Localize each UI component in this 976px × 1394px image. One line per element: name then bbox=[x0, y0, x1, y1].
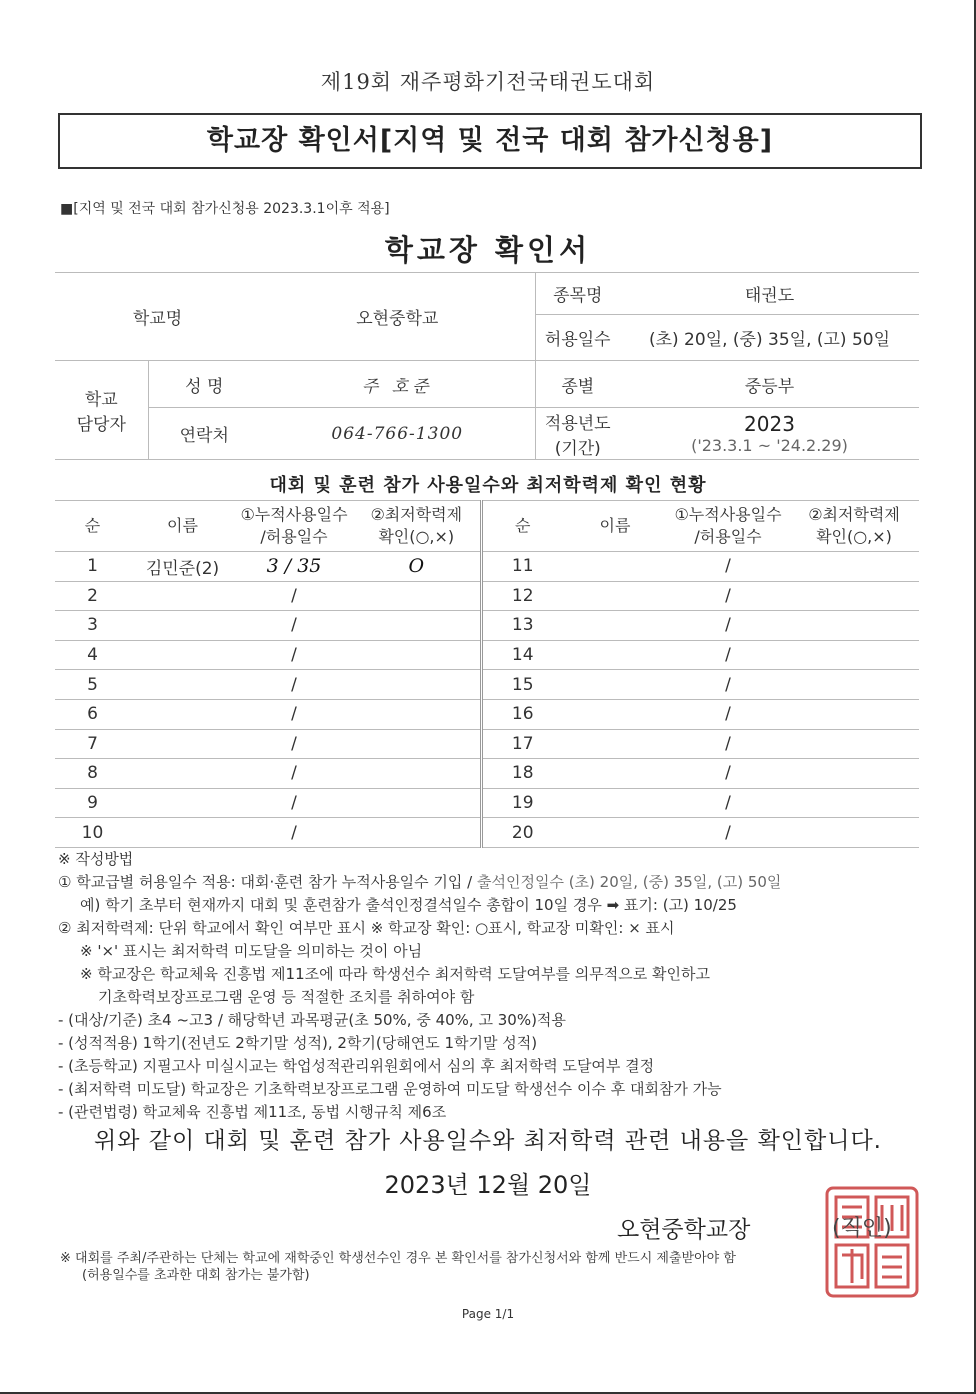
event-title: 제19회 재주평화기전국태권도대회 bbox=[320, 70, 656, 94]
col-academic-left-line-2: 확인(○,×) bbox=[378, 527, 455, 546]
name-label: 성 명 bbox=[148, 361, 260, 408]
days-used-cell bbox=[235, 729, 353, 759]
academic-confirm bbox=[789, 581, 919, 611]
col-days-right-line-1: ①누적사용일수 bbox=[674, 505, 782, 524]
period-value: ('23.3.1 ~ '24.2.29) bbox=[691, 436, 848, 455]
note-2: ② 최저학력제: 단위 학교에서 확인 여부만 표시 ※ 학교장 확인: ○표시, 학교장 미확인: × 표시 bbox=[58, 919, 675, 937]
student-name bbox=[130, 670, 235, 700]
slash: / bbox=[725, 585, 731, 606]
academic-confirm bbox=[789, 759, 919, 789]
info-table bbox=[55, 272, 919, 460]
row-number: 13 bbox=[481, 611, 563, 641]
col-no-left: 순 bbox=[55, 501, 130, 552]
row-number: 2 bbox=[55, 581, 130, 611]
days-allowed: 35 bbox=[297, 555, 322, 578]
applied-note: ■[지역 및 전국 대회 참가신청용 2023.3.1이후 적용] bbox=[60, 201, 390, 217]
division-label: 종별 bbox=[535, 361, 620, 408]
row-number: 19 bbox=[481, 788, 563, 818]
student-name bbox=[130, 699, 235, 729]
division-value: 중등부 bbox=[620, 361, 919, 408]
contact-label bbox=[55, 361, 148, 460]
days-used-cell bbox=[235, 818, 353, 848]
name-value: 주 호준 bbox=[260, 361, 535, 408]
col-days-left bbox=[235, 501, 353, 552]
academic-confirm: O bbox=[353, 552, 481, 582]
footer-note bbox=[60, 1250, 920, 1284]
writing-instructions bbox=[58, 848, 938, 1124]
table-row bbox=[55, 670, 919, 700]
slash: / bbox=[725, 615, 731, 636]
note-2-sub-2: ※ 학교장은 학교체육 진흥법 제11조에 따라 학생선수 최저학력 도달여부를 의무적으로 확인하고 bbox=[80, 965, 710, 983]
row-number: 7 bbox=[55, 729, 130, 759]
days-used-cell bbox=[235, 788, 353, 818]
confirmation-statement: 위와 같이 대회 및 훈련 참가 사용일수와 최저학력 관련 내용을 확인합니다. bbox=[94, 1128, 882, 1154]
days-used-cell bbox=[667, 818, 789, 848]
row-number: 5 bbox=[55, 670, 130, 700]
row-number: 8 bbox=[55, 759, 130, 789]
note-1-text: ① 학교급별 허용일수 적용: 대회·훈련 참가 누적사용일수 기입 / bbox=[58, 873, 477, 891]
year-label bbox=[535, 408, 620, 460]
days-used-cell bbox=[667, 611, 789, 641]
days-used-cell bbox=[667, 640, 789, 670]
year-value: 2023 bbox=[744, 412, 795, 436]
row-number: 16 bbox=[481, 699, 563, 729]
academic-confirm bbox=[353, 699, 481, 729]
col-days-right bbox=[667, 501, 789, 552]
col-academic-right-line-1: ②최저학력제 bbox=[808, 505, 900, 524]
row-number: 18 bbox=[481, 759, 563, 789]
days-used-cell bbox=[667, 581, 789, 611]
col-academic-right-line-2: 확인(○,×) bbox=[816, 527, 892, 546]
days-used-cell bbox=[235, 699, 353, 729]
row-number: 20 bbox=[481, 818, 563, 848]
year-label-line-2: (기간) bbox=[554, 438, 601, 459]
days-used-cell bbox=[235, 640, 353, 670]
academic-confirm bbox=[789, 640, 919, 670]
year-cell bbox=[620, 408, 919, 460]
banner-title: 학교장 확인서[지역 및 전국 대회 참가신청용] bbox=[58, 113, 922, 169]
student-name bbox=[563, 788, 667, 818]
row-number: 3 bbox=[55, 611, 130, 641]
days-used-cell bbox=[667, 699, 789, 729]
phone-label: 연락처 bbox=[148, 408, 260, 460]
days-used-cell bbox=[235, 581, 353, 611]
note-detail-5: - (관련법령) 학교체육 진흥법 제11조, 동법 시행규칙 제6조 bbox=[58, 1103, 447, 1121]
academic-confirm bbox=[353, 640, 481, 670]
student-name bbox=[130, 759, 235, 789]
footer-note-line-1: ※ 대회를 주최/주관하는 단체는 학교에 재학중인 학생선수인 경우 본 확인서를 참가신청서와 함께 반드시 제출받아야 함 bbox=[60, 1251, 736, 1266]
table-row bbox=[55, 640, 919, 670]
slash: / bbox=[725, 674, 731, 695]
col-no-right: 순 bbox=[481, 501, 563, 552]
academic-confirm bbox=[353, 818, 481, 848]
issue-date: 2023년 12월 20일 bbox=[384, 1171, 592, 1199]
slash: / bbox=[725, 733, 731, 754]
academic-confirm bbox=[353, 729, 481, 759]
student-name bbox=[130, 581, 235, 611]
col-days-right-line-2: /허용일수 bbox=[694, 527, 762, 546]
col-academic-right bbox=[789, 501, 919, 552]
col-name-right: 이름 bbox=[563, 501, 667, 552]
sport-value: 태권도 bbox=[620, 273, 919, 315]
row-number: 14 bbox=[481, 640, 563, 670]
row-number: 1 bbox=[55, 552, 130, 582]
col-name-left: 이름 bbox=[130, 501, 235, 552]
days-used-cell bbox=[235, 552, 353, 582]
seal-label: (직인) bbox=[832, 1216, 892, 1241]
days-used-cell bbox=[235, 759, 353, 789]
academic-confirm bbox=[789, 670, 919, 700]
days-used-cell bbox=[235, 670, 353, 700]
table-row bbox=[55, 552, 919, 582]
allowed-days-value: (초) 20일, (중) 35일, (고) 50일 bbox=[620, 315, 919, 361]
slash: / bbox=[284, 555, 292, 578]
days-used-cell bbox=[667, 759, 789, 789]
note-detail-4: - (최저학력 미도달) 학교장은 기초학력보장프로그램 운영하여 미도달 학생선수 이수 후 대회참가 가능 bbox=[58, 1080, 722, 1098]
table-row bbox=[55, 699, 919, 729]
col-academic-left-line-1: ②최저학력제 bbox=[370, 505, 463, 524]
row-number: 15 bbox=[481, 670, 563, 700]
student-name bbox=[130, 729, 235, 759]
col-days-left-line-2: /허용일수 bbox=[260, 527, 328, 546]
student-name bbox=[563, 699, 667, 729]
days-used-cell bbox=[667, 729, 789, 759]
table-row bbox=[55, 818, 919, 848]
student-name bbox=[130, 640, 235, 670]
student-name bbox=[563, 759, 667, 789]
student-name bbox=[563, 640, 667, 670]
contact-label-line-2: 담당자 bbox=[76, 415, 126, 435]
academic-confirm bbox=[789, 699, 919, 729]
row-number: 9 bbox=[55, 788, 130, 818]
school-label: 학교명 bbox=[55, 273, 260, 361]
student-name bbox=[563, 611, 667, 641]
note-2-sub-1: ※ '×' 표시는 최저학력 미도달을 의미하는 것이 아님 bbox=[80, 942, 423, 960]
slash: / bbox=[291, 585, 297, 606]
page-number: Page 1/1 bbox=[461, 1307, 515, 1321]
student-name bbox=[563, 729, 667, 759]
note-1 bbox=[58, 871, 938, 894]
table-row bbox=[55, 611, 919, 641]
slash: / bbox=[291, 645, 297, 666]
academic-confirm bbox=[789, 788, 919, 818]
academic-confirm bbox=[789, 611, 919, 641]
slash: / bbox=[725, 556, 731, 577]
notes-heading: ※ 작성방법 bbox=[58, 850, 134, 868]
phone-value: 064-766-1300 bbox=[260, 408, 535, 460]
student-name bbox=[130, 818, 235, 848]
slash: / bbox=[291, 822, 297, 843]
academic-confirm bbox=[789, 729, 919, 759]
footer-note-line-2: (허용일수를 초과한 대회 참가는 불가함) bbox=[82, 1268, 310, 1283]
note-detail-2: - (성적적용) 1학기(전년도 2학기말 성적), 2학기(당해연도 1학기말 성적) bbox=[58, 1034, 538, 1052]
slash: / bbox=[291, 763, 297, 784]
contact-label-line-1: 학교 bbox=[84, 390, 118, 410]
academic-confirm bbox=[353, 670, 481, 700]
student-name bbox=[563, 670, 667, 700]
document-title: 학교장 확인서 bbox=[384, 233, 592, 267]
student-name: 김민준(2) bbox=[130, 552, 235, 582]
slash: / bbox=[291, 733, 297, 754]
principal-name: 오현중학교장 bbox=[617, 1217, 751, 1243]
table-row bbox=[55, 581, 919, 611]
student-name bbox=[563, 581, 667, 611]
slash: / bbox=[725, 704, 731, 725]
academic-confirm bbox=[353, 788, 481, 818]
school-name: 오현중학교 bbox=[260, 273, 535, 361]
table-row bbox=[55, 759, 919, 789]
slash: / bbox=[725, 822, 731, 843]
note-detail-3: - (초등학교) 지필고사 미실시교는 학업성적관리위원회에서 심의 후 최저학력 도달여부 결정 bbox=[58, 1057, 655, 1075]
row-number: 11 bbox=[481, 552, 563, 582]
slash: / bbox=[291, 704, 297, 725]
slash: / bbox=[725, 793, 731, 814]
academic-confirm bbox=[789, 552, 919, 582]
slash: / bbox=[725, 645, 731, 666]
participation-table bbox=[55, 500, 919, 848]
note-2-sub-3: 기초학력보장프로그램 운영 등 적절한 조치를 취하여야 함 bbox=[98, 988, 475, 1006]
academic-confirm bbox=[353, 759, 481, 789]
row-number: 6 bbox=[55, 699, 130, 729]
table-row bbox=[55, 788, 919, 818]
row-number: 17 bbox=[481, 729, 563, 759]
days-used-cell bbox=[667, 552, 789, 582]
academic-confirm bbox=[353, 581, 481, 611]
note-1-example: 예) 학기 초부터 현재까지 대회 및 훈련참가 출석인정결석일수 총합이 10일 경우 ➡ 표기: (고) 10/25 bbox=[80, 896, 737, 914]
slash: / bbox=[291, 674, 297, 695]
row-number: 4 bbox=[55, 640, 130, 670]
note-detail-1: - (대상/기준) 초4 ~고3 / 해당학년 과목평균(초 50%, 중 40%, 고 30%)적용 bbox=[58, 1011, 566, 1029]
student-name bbox=[130, 788, 235, 818]
allowed-days-label: 허용일수 bbox=[535, 315, 620, 361]
academic-confirm bbox=[789, 818, 919, 848]
col-days-left-line-1: ①누적사용일수 bbox=[240, 505, 348, 524]
note-1-highlight: 출석인정일수 (초) 20일, (중) 35일, (고) 50일 bbox=[477, 873, 782, 891]
days-used-cell bbox=[667, 788, 789, 818]
days-used-cell bbox=[667, 670, 789, 700]
academic-confirm bbox=[353, 611, 481, 641]
slash: / bbox=[725, 763, 731, 784]
days-used: 3 bbox=[266, 555, 279, 578]
col-academic-left bbox=[353, 501, 481, 552]
student-name bbox=[563, 552, 667, 582]
sport-label: 종목명 bbox=[535, 273, 620, 315]
row-number: 10 bbox=[55, 818, 130, 848]
section-title: 대회 및 훈련 참가 사용일수와 최저학력제 확인 현황 bbox=[269, 475, 707, 496]
slash: / bbox=[291, 793, 297, 814]
year-label-line-1: 적용년도 bbox=[544, 413, 611, 434]
student-name bbox=[563, 818, 667, 848]
table-row bbox=[55, 729, 919, 759]
participation-table-body bbox=[55, 552, 919, 848]
row-number: 12 bbox=[481, 581, 563, 611]
days-used-cell bbox=[235, 611, 353, 641]
slash: / bbox=[291, 615, 297, 636]
student-name bbox=[130, 611, 235, 641]
